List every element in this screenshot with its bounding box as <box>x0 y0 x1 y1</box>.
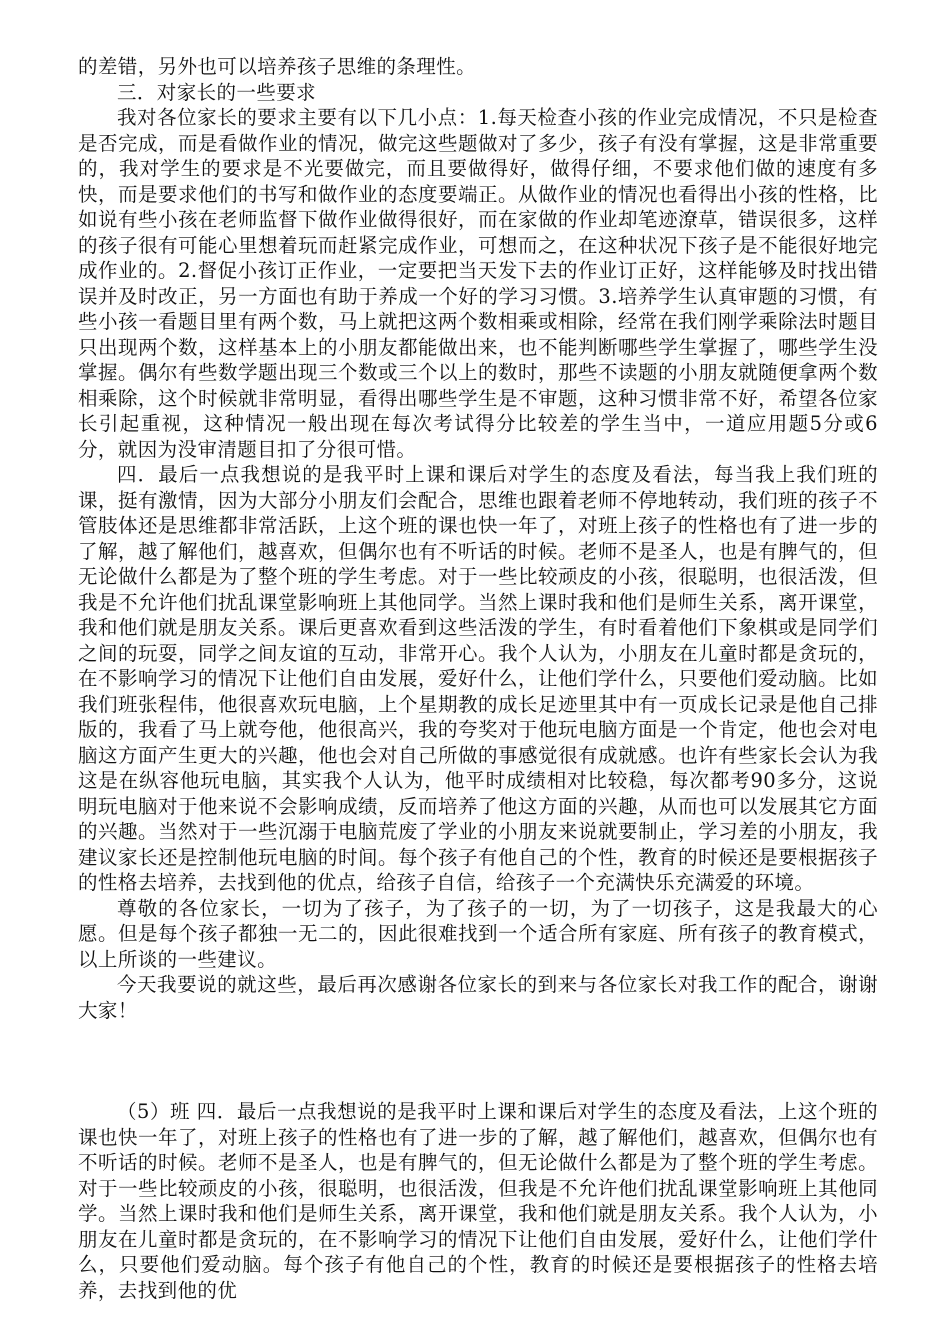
paragraph-parent-requirements: 我对各位家长的要求主要有以下几小点：1.每天检查小孩的作业完成情况，不只是检查是否完成，而是看做作业的情况，做完这些题做对了多少，孩子有没有掌握，这是非常重要的，我对学生的要求是不光要做完，而且要做得好，做得仔细，不要求他们做的速度有多快，而是要求他们的书写和做作业的态度要端正。从做作业的情况也看得出小孩的性格，比如说有些小孩在老师监督下做作业做得很好，而在家做的作业却笔迹潦草，错误很多，这样的孩子很有可能心里想着玩而赶紧完成作业，可想而之，在这种状况下孩子是不能很好地完成作业的。2.督促小孩订正作业，一定要把当天发下去的作业订正好，这样能够及时找出错误并及时改正，另一方面也有助于养成一个好的学习习惯。3.培养学生认真审题的习惯，有些小孩一看题目里有两个数，马上就把这两个数相乘或相除，经常在我们刚学乘除法时题目只出现两个数，这样基本上的小朋友都能做出来，也不能判断哪些学生掌握了，哪些学生没掌握。偶尔有些数学题出现三个数或三个以上的数时，那些不读题的小朋友就随便拿两个数相乘除，这个时候就非常明显，看得出哪些学生是不审题，这种习惯非常不好，希望各位家长引起重视，这种情况一般出现在每次考试得分比较差的学生当中，一道应用题5分或6分，就因为没审清题目扣了分很可惜。 <box>78 106 878 461</box>
paragraph-teacher-attitude: 四．最后一点我想说的是我平时上课和课后对学生的态度及看法，每当我上我们班的课，挺有激情，因为大部分小朋友们会配合，思维也跟着老师不停地转动，我们班的孩子不管肢体还是思维都非常活跃，上这个班的课也快一年了，对班上孩子的性格也有了进一步的了解，越了解他们，越喜欢，但偶尔也有不听话的时候。老师不是圣人，也是有脾气的，但无论做什么都是为了整个班的学生考虑。对于一些比较顽皮的小孩，很聪明，也很活泼，但我是不允许他们扰乱课堂影响班上其他同学。当然上课时我和他们是师生关系，离开课堂，我和他们就是朋友关系。课后更喜欢看到这些活泼的学生，有时看着他们下象棋或是同学们之间的玩耍，同学之间友谊的互动，非常开心。我个人认为，小朋友在儿童时都是贪玩的，在不影响学习的情况下让他们自由发展，爱好什么，让他们学什么，只要他们爱动脑。比如我们班张程伟，他很喜欢玩电脑，上个星期教的成长足迹里其中有一页成长记录是他自己排版的，我看了马上就夸他，他很高兴，我的夸奖对于他玩电脑方面是一个肯定，他也会对电脑这方面产生更大的兴趣，他也会对自己所做的事感觉很有成就感。也许有些家长会认为我这是在纵容他玩电脑，其实我个人认为，他平时成绩相对比较稳，每次都考90多分，这说明玩电脑对于他来说不会影响成绩，反而培养了他这方面的兴趣，从而也可以发展其它方面的兴趣。当然对于一些沉溺于电脑荒废了学业的小朋友来说就要制止，学习差的小朋友，我建议家长还是控制他玩电脑的时间。每个孩子有他自己的个性，教育的时候还是要根据孩子的性格去培养，去找到他的优点，给孩子自信，给孩子一个充满快乐充满爱的环境。 <box>78 463 878 894</box>
paragraph-closing-wish: 尊敬的各位家长，一切为了孩子，为了孩子的一切，为了一切孩子，这是我最大的心愿。但是每个孩子都独一无二的，因此很难找到一个适合所有家庭、所有孩子的教育模式，以上所谈的一些建议。 <box>78 896 878 971</box>
paragraph-continuation: 的差错，另外也可以培养孩子思维的条理性。 <box>78 55 477 78</box>
section-heading-parent-requirements: 三．对家长的一些要求 <box>117 80 317 104</box>
paragraph-thanks: 今天我要说的就这些，最后再次感谢各位家长的到来与各位家长对我工作的配合，谢谢大家！ <box>78 973 878 1022</box>
second-section-block <box>78 1099 878 1303</box>
paragraph-class-5: （5）班 四．最后一点我想说的是我平时上课和课后对学生的态度及看法，上这个班的课也快一年了，对班上孩子的性格也有了进一步的了解，越了解他们，越喜欢，但偶尔也有不听话的时候。老师不是圣人，也是有脾气的，但无论做什么都是为了整个班的学生考虑。对于一些比较顽皮的小孩，很聪明，也很活泼，但我是不允许他们扰乱课堂影响班上其他同学。当然上课时我和他们是师生关系，离开课堂，我和他们就是朋友关系。我个人认为，小朋友在儿童时都是贪玩的，在不影响学习的情况下让他们自由发展，爱好什么，让他们学什么，只要他们爱动脑。每个孩子有他自己的个性，教育的时候还是要根据孩子的性格去培养，去找到他的优 <box>78 1100 878 1302</box>
main-text-block <box>78 54 878 1023</box>
